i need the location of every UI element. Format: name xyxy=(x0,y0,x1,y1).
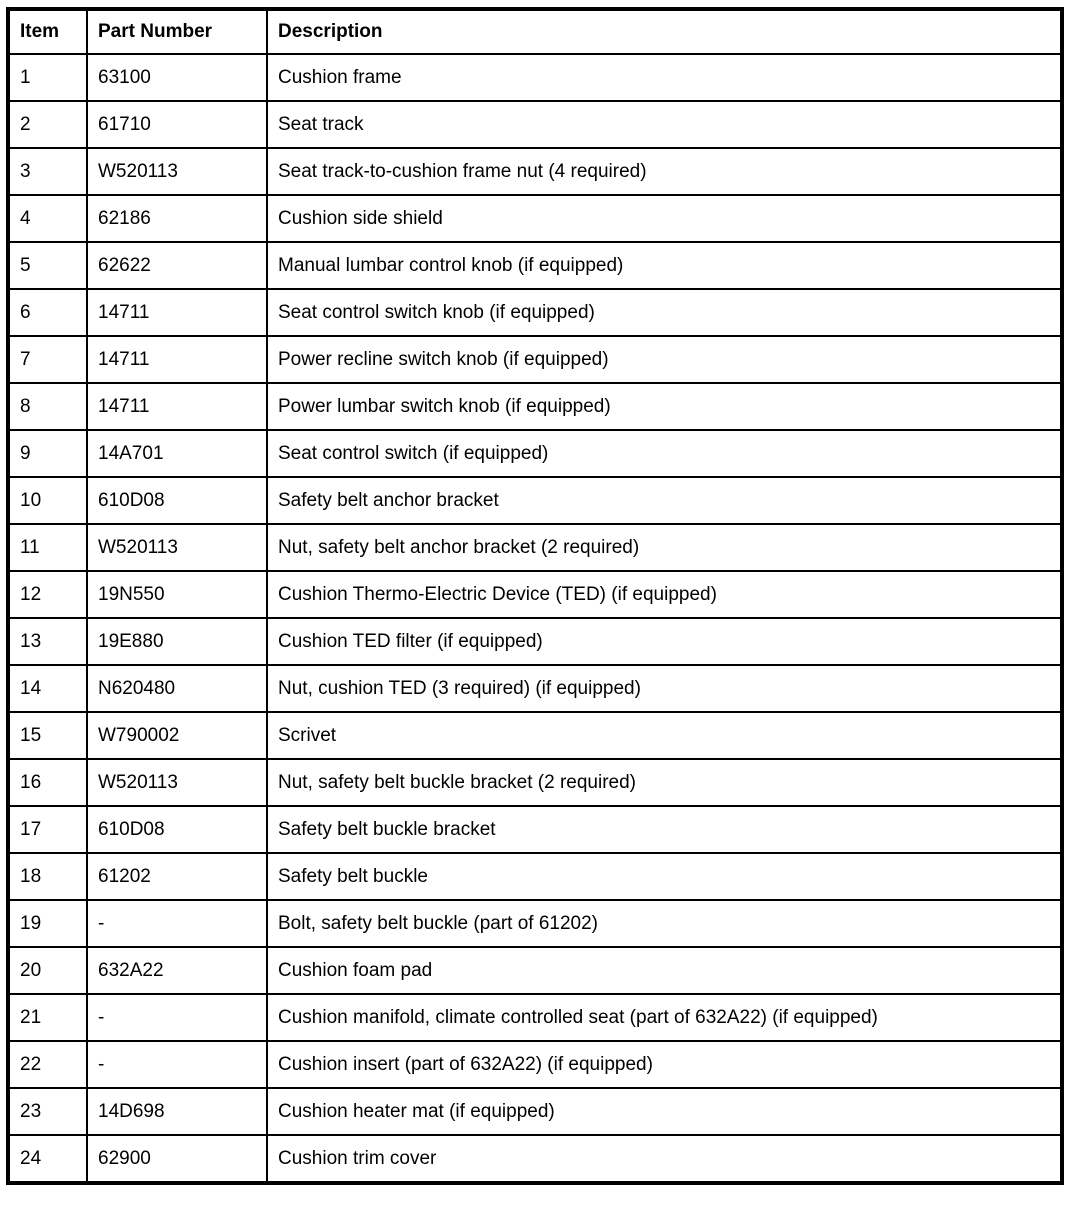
description-cell: Scrivet xyxy=(267,712,1062,759)
table-row xyxy=(8,54,1062,101)
table-row xyxy=(8,430,1062,477)
table-row xyxy=(8,336,1062,383)
table-row xyxy=(8,289,1062,336)
table-row xyxy=(8,383,1062,430)
part-number-cell: 62622 xyxy=(87,242,267,289)
item-cell: 10 xyxy=(8,477,87,524)
description-cell: Cushion TED filter (if equipped) xyxy=(267,618,1062,665)
table-row xyxy=(8,712,1062,759)
part-number-cell: - xyxy=(87,900,267,947)
description-cell: Nut, safety belt anchor bracket (2 required) xyxy=(267,524,1062,571)
parts-table xyxy=(6,7,1064,1185)
table-row xyxy=(8,477,1062,524)
part-number-cell: 14D698 xyxy=(87,1088,267,1135)
header-row xyxy=(8,9,1062,54)
item-cell: 12 xyxy=(8,571,87,618)
part-number-cell: W520113 xyxy=(87,524,267,571)
part-number-cell: 19N550 xyxy=(87,571,267,618)
description-cell: Cushion side shield xyxy=(267,195,1062,242)
part-number-cell: W790002 xyxy=(87,712,267,759)
table-row xyxy=(8,571,1062,618)
item-cell: 4 xyxy=(8,195,87,242)
table-row xyxy=(8,665,1062,712)
description-cell: Cushion frame xyxy=(267,54,1062,101)
part-number-cell: - xyxy=(87,1041,267,1088)
item-cell: 15 xyxy=(8,712,87,759)
item-cell: 5 xyxy=(8,242,87,289)
part-number-cell: 610D08 xyxy=(87,806,267,853)
table-row xyxy=(8,1135,1062,1183)
description-cell: Power lumbar switch knob (if equipped) xyxy=(267,383,1062,430)
table-row xyxy=(8,994,1062,1041)
item-cell: 2 xyxy=(8,101,87,148)
part-number-cell: W520113 xyxy=(87,759,267,806)
header-description: Description xyxy=(267,9,1062,54)
table-body xyxy=(8,54,1062,1183)
part-number-cell: 63100 xyxy=(87,54,267,101)
item-cell: 13 xyxy=(8,618,87,665)
description-cell: Cushion Thermo-Electric Device (TED) (if equipped) xyxy=(267,571,1062,618)
item-cell: 14 xyxy=(8,665,87,712)
description-cell: Manual lumbar control knob (if equipped) xyxy=(267,242,1062,289)
part-number-cell: 61202 xyxy=(87,853,267,900)
part-number-cell: 610D08 xyxy=(87,477,267,524)
table-row xyxy=(8,806,1062,853)
item-cell: 22 xyxy=(8,1041,87,1088)
item-cell: 23 xyxy=(8,1088,87,1135)
table-row xyxy=(8,947,1062,994)
description-cell: Nut, safety belt buckle bracket (2 required) xyxy=(267,759,1062,806)
part-number-cell: 14711 xyxy=(87,289,267,336)
table-row xyxy=(8,524,1062,571)
part-number-cell: 61710 xyxy=(87,101,267,148)
header-item: Item xyxy=(8,9,87,54)
table-row xyxy=(8,853,1062,900)
description-cell: Cushion heater mat (if equipped) xyxy=(267,1088,1062,1135)
description-cell: Seat control switch (if equipped) xyxy=(267,430,1062,477)
description-cell: Nut, cushion TED (3 required) (if equipped) xyxy=(267,665,1062,712)
description-cell: Cushion insert (part of 632A22) (if equipped) xyxy=(267,1041,1062,1088)
table-row xyxy=(8,618,1062,665)
item-cell: 8 xyxy=(8,383,87,430)
part-number-cell: 14711 xyxy=(87,336,267,383)
table-row xyxy=(8,148,1062,195)
description-cell: Power recline switch knob (if equipped) xyxy=(267,336,1062,383)
part-number-cell: 14A701 xyxy=(87,430,267,477)
part-number-cell: - xyxy=(87,994,267,1041)
description-cell: Cushion trim cover xyxy=(267,1135,1062,1183)
part-number-cell: 62186 xyxy=(87,195,267,242)
item-cell: 20 xyxy=(8,947,87,994)
description-cell: Seat track xyxy=(267,101,1062,148)
description-cell: Safety belt anchor bracket xyxy=(267,477,1062,524)
table-row xyxy=(8,900,1062,947)
item-cell: 3 xyxy=(8,148,87,195)
item-cell: 11 xyxy=(8,524,87,571)
header-part-number: Part Number xyxy=(87,9,267,54)
description-cell: Safety belt buckle xyxy=(267,853,1062,900)
description-cell: Seat track-to-cushion frame nut (4 required) xyxy=(267,148,1062,195)
item-cell: 17 xyxy=(8,806,87,853)
table-row xyxy=(8,101,1062,148)
description-cell: Safety belt buckle bracket xyxy=(267,806,1062,853)
table-row xyxy=(8,759,1062,806)
part-number-cell: 14711 xyxy=(87,383,267,430)
item-cell: 18 xyxy=(8,853,87,900)
item-cell: 21 xyxy=(8,994,87,1041)
table-row xyxy=(8,1088,1062,1135)
table-row xyxy=(8,242,1062,289)
item-cell: 24 xyxy=(8,1135,87,1183)
item-cell: 9 xyxy=(8,430,87,477)
description-cell: Cushion foam pad xyxy=(267,947,1062,994)
item-cell: 19 xyxy=(8,900,87,947)
description-cell: Bolt, safety belt buckle (part of 61202) xyxy=(267,900,1062,947)
description-cell: Seat control switch knob (if equipped) xyxy=(267,289,1062,336)
table-row xyxy=(8,1041,1062,1088)
part-number-cell: 19E880 xyxy=(87,618,267,665)
item-cell: 1 xyxy=(8,54,87,101)
item-cell: 6 xyxy=(8,289,87,336)
item-cell: 7 xyxy=(8,336,87,383)
description-cell: Cushion manifold, climate controlled seat (part of 632A22) (if equipped) xyxy=(267,994,1062,1041)
part-number-cell: 632A22 xyxy=(87,947,267,994)
part-number-cell: 62900 xyxy=(87,1135,267,1183)
part-number-cell: W520113 xyxy=(87,148,267,195)
part-number-cell: N620480 xyxy=(87,665,267,712)
item-cell: 16 xyxy=(8,759,87,806)
table-row xyxy=(8,195,1062,242)
